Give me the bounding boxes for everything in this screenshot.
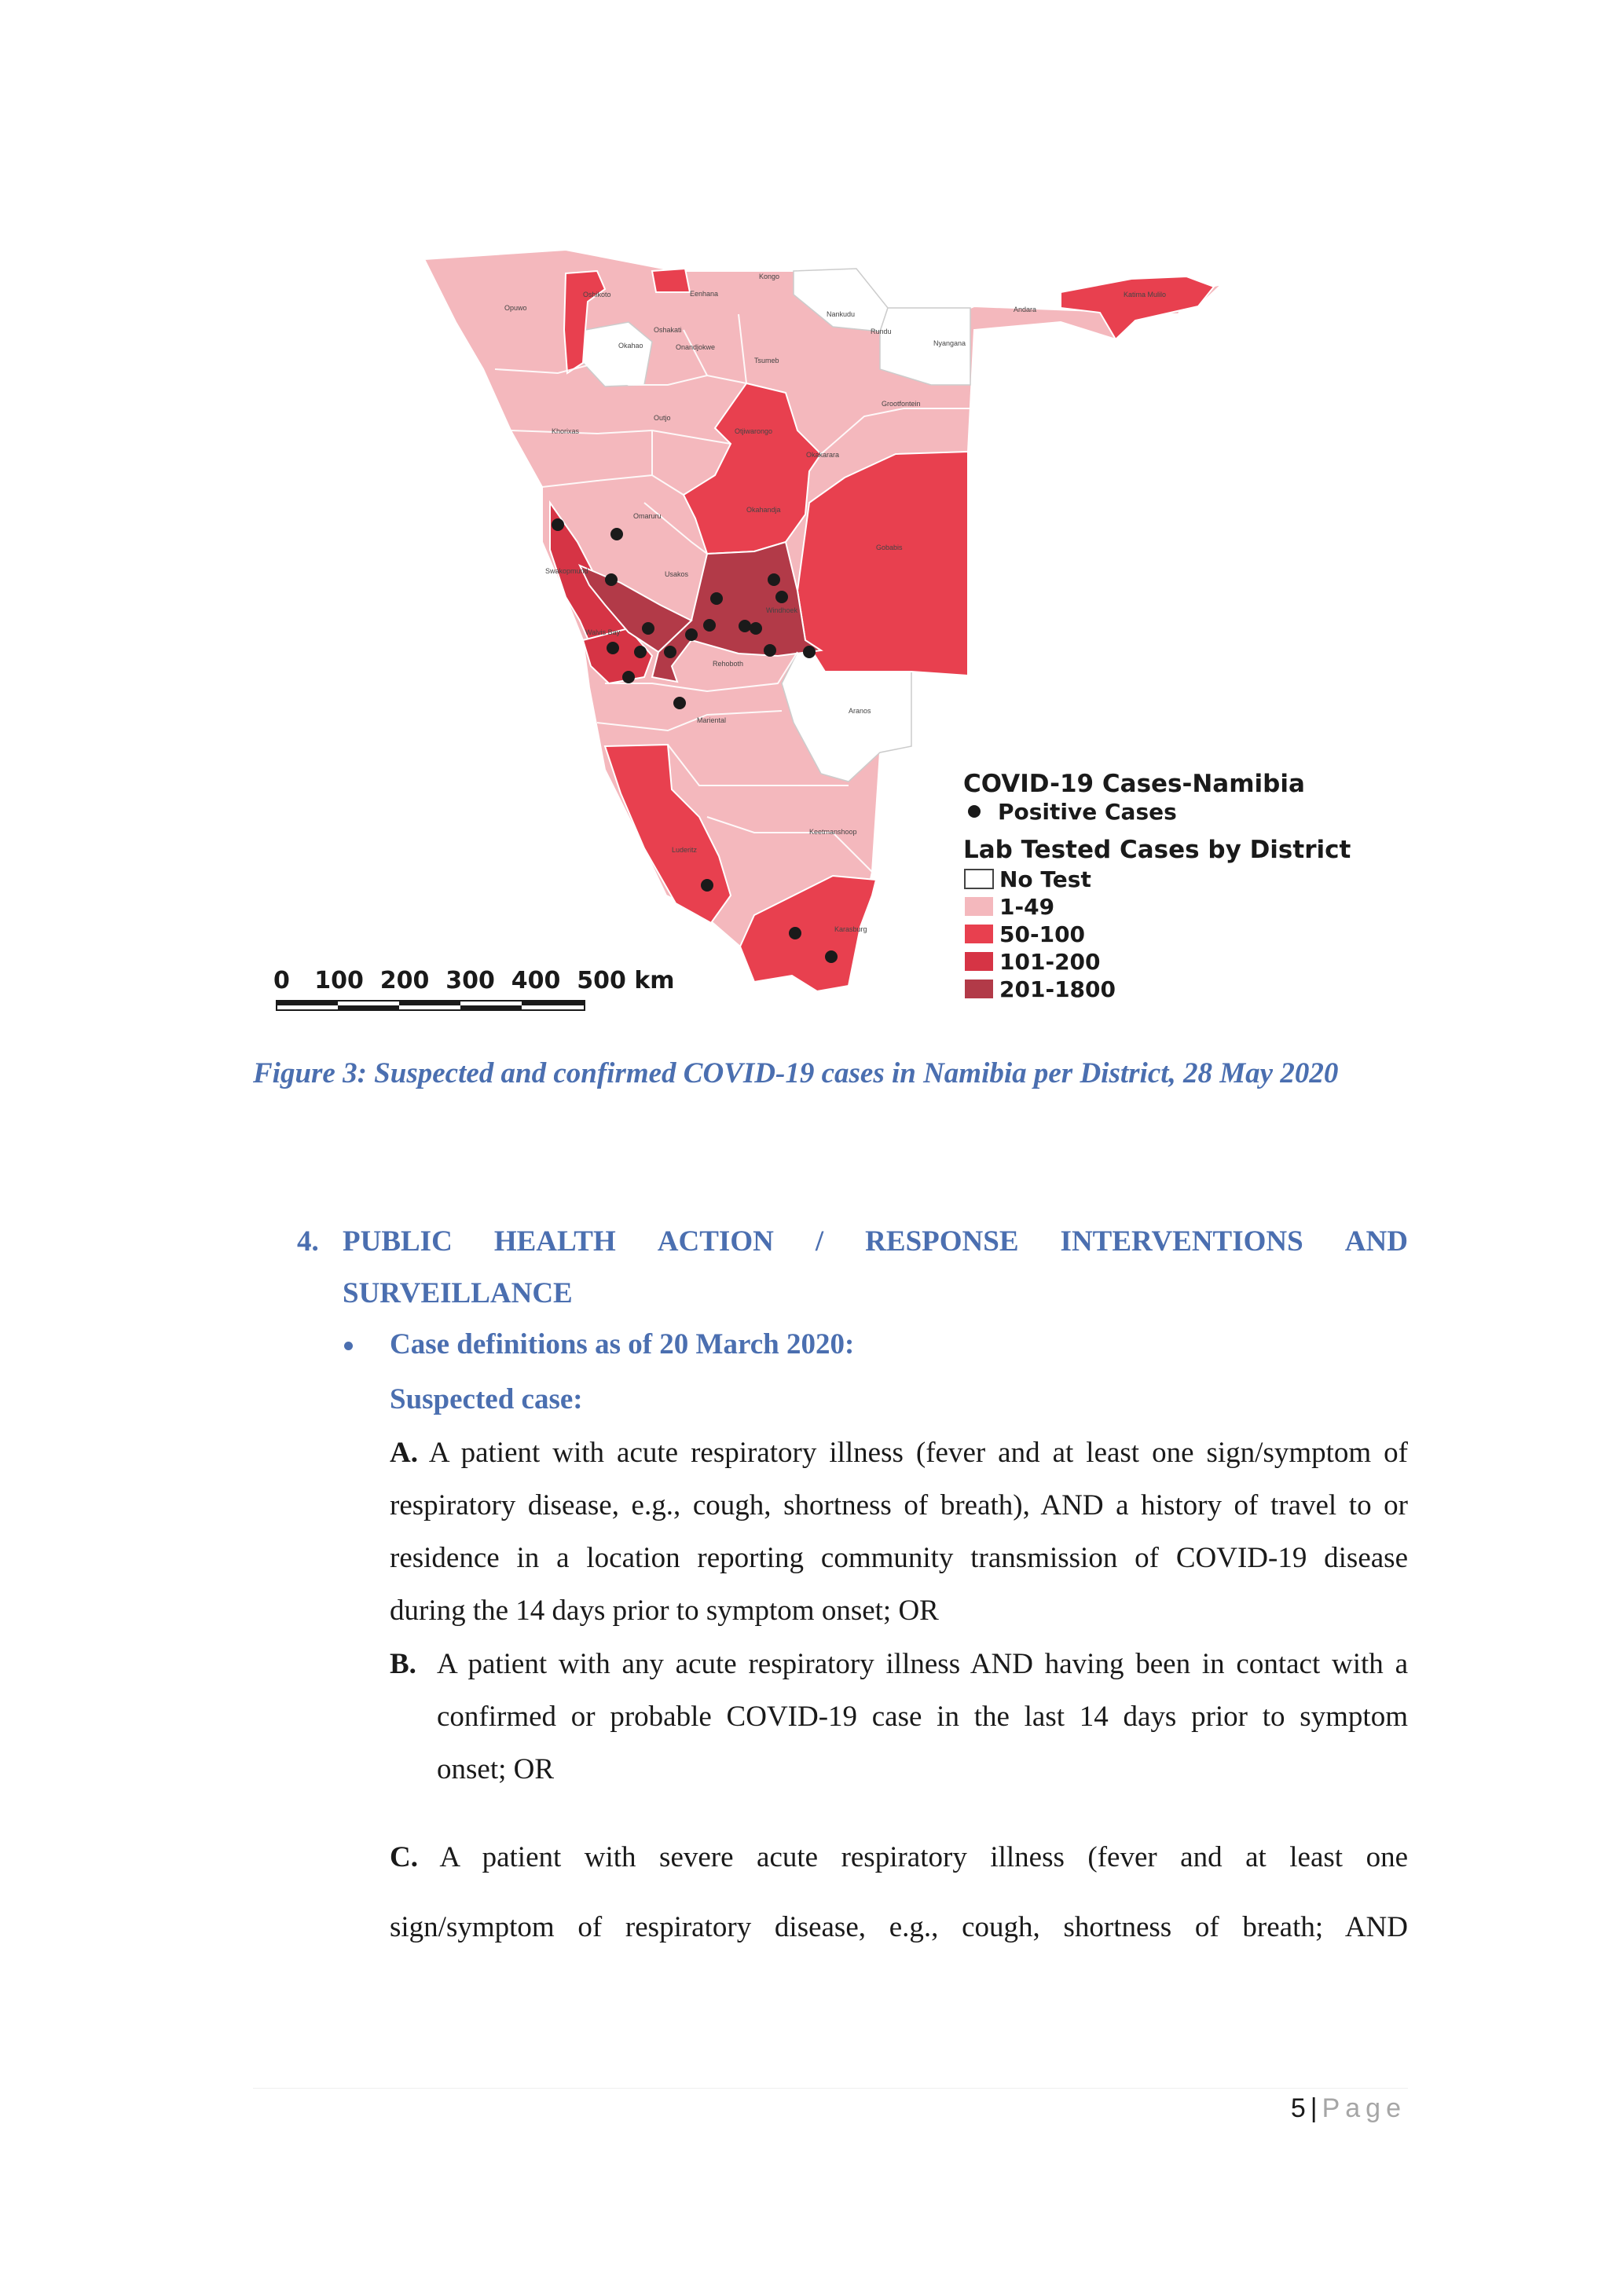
legend-swatch-1-49 [965,897,993,916]
positive-case-dot [703,619,716,632]
district-label: Gobabis [876,544,903,551]
district-label: Omaruru [633,512,662,520]
section-title-word: AND [1344,1225,1408,1258]
district-label: Okahao [618,342,643,350]
district-label: Otjiwarongo [735,427,773,435]
district-label: Keetmanshoop [809,828,857,836]
district-label: Okakarara [806,451,840,459]
positive-case-dot [605,573,618,586]
para-a-line: during the 14 days prior to symptom onset; OR [390,1595,939,1627]
district-label: Khorixas [552,427,580,435]
legend-label: 1-49 [999,894,1055,920]
section-title-word: ACTION [657,1225,774,1258]
district-label: Nankudu [827,310,856,318]
district-label: Nyangana [933,339,966,347]
section-number: 4. [297,1225,319,1258]
para-b-line: confirmed or probable COVID-19 case in the last 14 days prior to symptom [437,1701,1408,1733]
para-b-line: A patient with any acute respiratory illness AND having been in contact with a [437,1648,1408,1680]
district-label: Mariental [697,716,727,724]
district-label: Outjo [654,414,671,422]
positive-case-dot [673,697,686,709]
section-title-word: RESPONSE [865,1225,1019,1258]
positive-case-dot [803,646,816,658]
para-c-label: C. [390,1841,418,1873]
para-a-line [390,1436,1408,1470]
legend-swatch-50-100 [965,925,993,943]
positive-case-dot [764,644,776,657]
bullet-icon [344,1342,353,1350]
positive-case-dot [789,927,801,939]
positive-case-dot [610,528,623,540]
district-label: Windhoek [766,606,798,614]
district-label: Walvis Bay [585,628,621,636]
legend-title: COVID-19 Cases-Namibia [963,770,1305,798]
namibia-covid-map [0,0,1624,1053]
positive-case-dot [642,622,654,635]
section-title-word: INTERVENTIONS [1060,1225,1303,1258]
positive-case-dot [739,620,751,632]
district-label: Oshikoto [583,291,611,298]
district-label: Grootfontein [882,400,921,408]
district-label: Okahandja [746,506,781,514]
para-a-line: residence in a location reporting community transmission of COVID-19 disease [390,1542,1408,1574]
page-word: Page [1322,2093,1406,2123]
legend-swatch-no-test [965,870,993,888]
page-separator: | [1310,2093,1318,2123]
para-a-line: respiratory disease, e.g., cough, shortness of breath), AND a history of travel to or [390,1489,1408,1522]
positive-case-dot [701,879,713,892]
legend-subtitle: Lab Tested Cases by District [963,836,1351,864]
map-legend [963,770,1351,1002]
section-title-word: / [815,1225,824,1258]
positive-case-dot [685,628,698,641]
district-label: Onandjokwe [676,343,716,351]
positive-case-dot [552,518,564,531]
legend-swatch-201-1800 [965,980,993,998]
para-c-line: sign/symptom of respiratory disease, e.g., cough, shortness of breath; AND [390,1911,1408,1943]
page-number: 5 [1290,2093,1306,2123]
para-a-label: A. [390,1437,418,1469]
positive-case-dot [664,646,676,658]
district-label: Rundu [871,328,892,335]
legend-swatch-101-200 [965,952,993,971]
scale-bar-label: 0 100 200 300 400 500 km [273,967,675,994]
district-label: Usakos [665,570,689,578]
positive-case-dot [750,622,762,635]
section-title-line-1 [343,1216,1408,1268]
district-label: Aranos [849,707,871,715]
case-definitions-heading: Case definitions as of 20 March 2020: [390,1328,855,1360]
para-c-text: A patient with severe acute respiratory illness (fever and at least one [417,1841,1408,1873]
district-label: Katima Mulilo [1124,291,1167,298]
legend-label: 50-100 [999,921,1086,947]
page-footer [1273,2093,1406,2124]
district-label: Rehoboth [713,660,744,668]
figure-caption: Figure 3: Suspected and confirmed COVID-19 cases in Namibia per District, 28 May 2020 [253,1057,1339,1089]
section-title-word: PUBLIC [343,1225,453,1258]
district-label: Oshakati [654,326,682,334]
positive-case-dot [768,573,780,586]
suspected-case-heading: Suspected case: [390,1383,583,1415]
scale-bar [277,1001,585,1010]
legend-positive-label: Positive Cases [998,799,1177,825]
legend-label: 201-1800 [999,976,1116,1002]
para-c-line [390,1840,1408,1874]
para-a-text: A patient with acute respiratory illness (fever and at least one sign/symptom of [417,1437,1408,1469]
district-50-100 [652,269,690,292]
section-title-word: HEALTH [493,1225,616,1258]
district-label: Opuwo [504,304,527,312]
legend-label: 101-200 [999,949,1101,975]
district-label: Andara [1014,306,1037,313]
district-label: Tsumeb [754,357,779,364]
footer-divider [253,2088,1408,2089]
positive-case-dot [710,592,723,605]
para-b-label: B. [390,1648,416,1680]
district-label: Kongo [759,273,780,280]
para-b-line: onset; OR [437,1753,555,1785]
district-label: Luderitz [672,846,698,854]
positive-case-dot [775,591,788,603]
positive-case-dot [607,642,619,654]
positive-case-dot [634,646,647,658]
district-label: Karasburg [834,925,867,933]
positive-case-dot [622,671,635,683]
section-title-line-2: SURVEILLANCE [343,1277,573,1309]
district-label: Swakopmund [545,567,588,575]
district-label: Eenhana [690,290,719,298]
legend-label: No Test [999,866,1091,892]
positive-case-legend-dot [968,805,981,818]
positive-case-dot [825,950,838,963]
